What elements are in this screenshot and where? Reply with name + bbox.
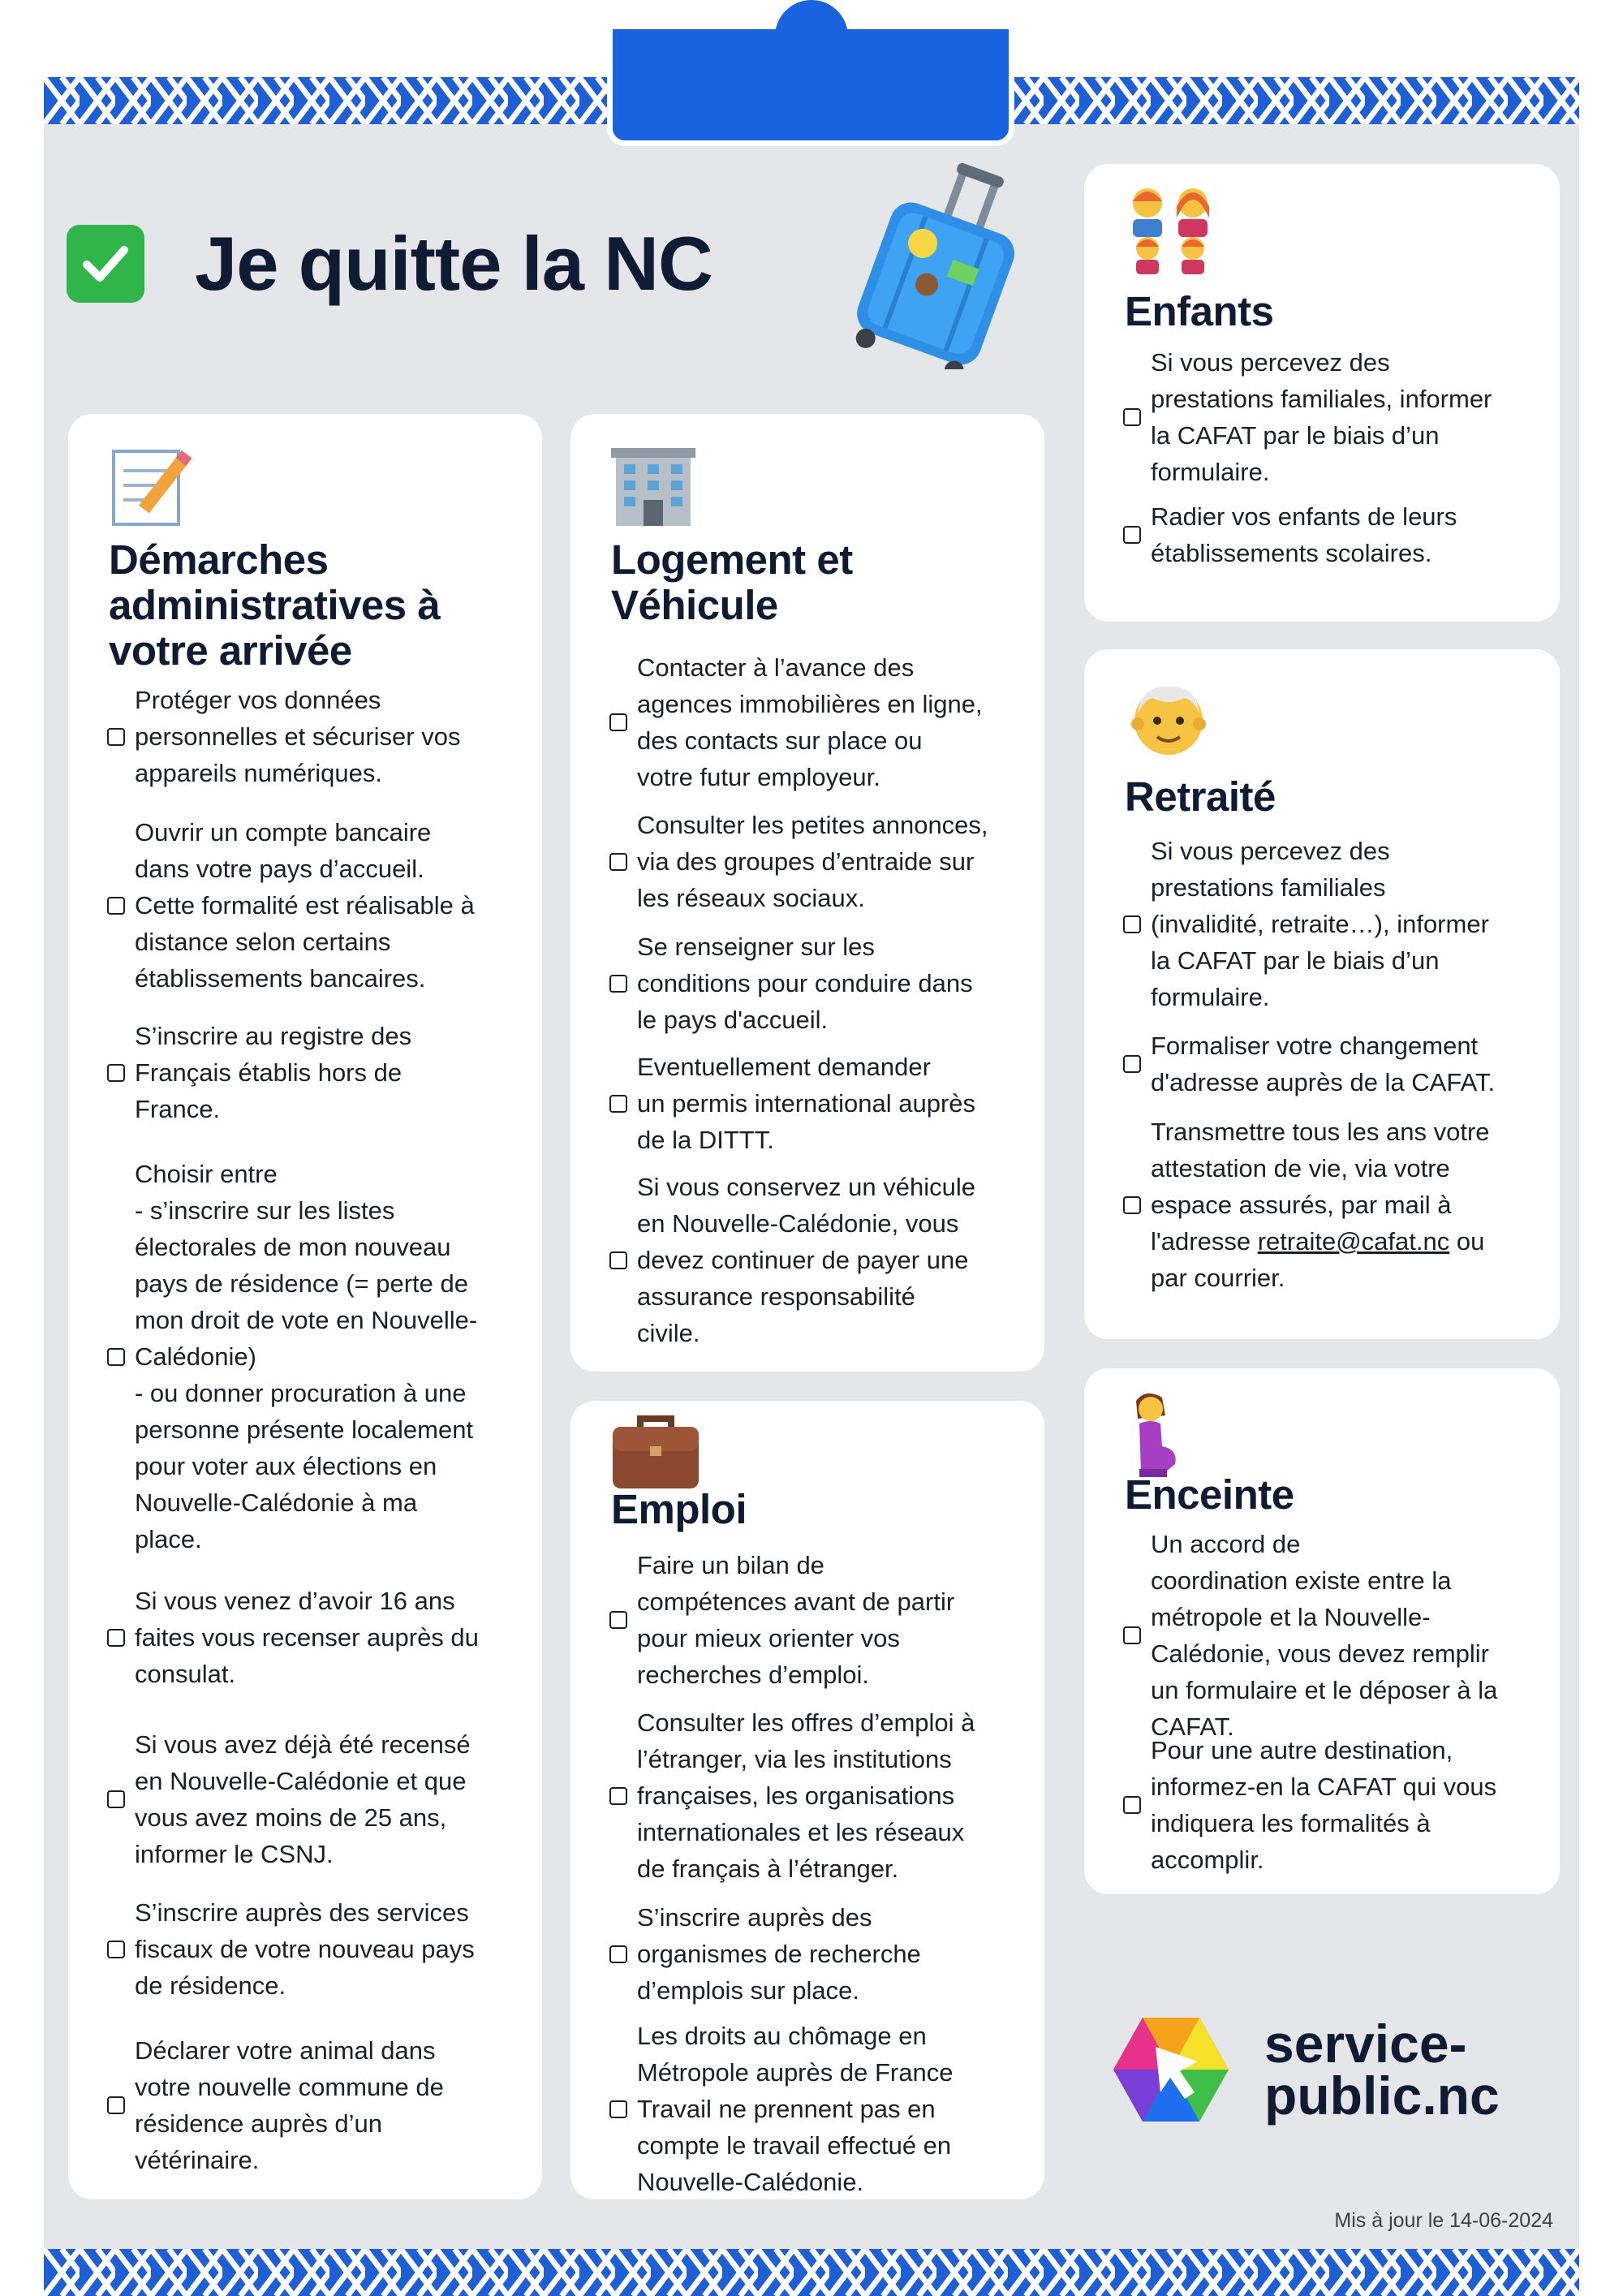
checkbox[interactable] [107, 1790, 125, 1808]
checkbox[interactable] [1123, 526, 1141, 544]
checklist-item[interactable]: Formaliser votre changement d'adresse auprès de la CAFAT. [1123, 1027, 1495, 1101]
checkbox[interactable] [1123, 915, 1141, 933]
checkbox[interactable] [609, 1611, 627, 1629]
checklist-item[interactable]: Si vous percevez des prestations familiales, informer la CAFAT par le biais d’un formulaire. [1123, 344, 1492, 490]
checkbox[interactable] [1123, 1055, 1141, 1073]
checkbox[interactable] [107, 1629, 125, 1647]
checklist-item[interactable]: Un accord de coordination existe entre la métropole et la Nouvelle- Calédonie, vous devez remplir un formulaire et le déposer à la CAFAT. [1123, 1526, 1497, 1745]
card-enfants [1084, 164, 1560, 622]
family-icon [1123, 185, 1217, 274]
update-date: Mis à jour le 14-06-2024 [1334, 2209, 1553, 2232]
checkbox[interactable] [107, 1064, 125, 1082]
checklist-item[interactable]: Si vous venez d’avoir 16 ans faites vous recenser auprès du consulat. [107, 1583, 479, 1692]
checklist-item[interactable]: Protéger vos données personnelles et sécuriser vos appareils numériques. [107, 682, 460, 791]
logo-line-2: public.nc [1264, 2066, 1500, 2126]
checkbox[interactable] [107, 897, 125, 915]
card-enfants-heading: Enfants [1125, 288, 1274, 334]
card-enceinte-heading: Enceinte [1125, 1471, 1294, 1518]
checkbox[interactable] [609, 1945, 627, 1963]
checklist-item[interactable]: Se renseigner sur les conditions pour conduire dans le pays d'accueil. [609, 928, 973, 1038]
older-man-icon [1130, 678, 1208, 758]
checklist-item[interactable]: Contacter à l’avance des agences immobilières en ligne, des contacts sur place ou votre futur employeur. [609, 649, 983, 795]
checklist-item[interactable]: S’inscrire auprès des services fiscaux de votre nouveau pays de résidence. [107, 1894, 475, 2004]
checkbox[interactable] [107, 728, 125, 746]
checkbox[interactable] [609, 1787, 627, 1805]
checklist-item[interactable]: Consulter les petites annonces, via des groupes d’entraide sur les réseaux sociaux. [609, 807, 988, 916]
card-retraite [1084, 649, 1560, 1339]
card-logement [570, 414, 1044, 1372]
card-logement-heading: Logement et Véhicule [611, 536, 853, 628]
checklist-item[interactable]: Les droits au chômage en Métropole auprès de France Travail ne prennent pas en compte le travail effectué en Nouvelle-Calédonie. [609, 2018, 953, 2200]
clipboard-tab [607, 29, 1014, 146]
hexagon-logo-icon [1110, 2014, 1232, 2125]
checklist-item[interactable]: Si vous conservez un véhicule en Nouvelle-Calédonie, vous devez continuer de payer une assurance responsabilité civile. [609, 1169, 975, 1351]
checklist-item[interactable]: Transmettre tous les ans votre attestation de vie, via votre espace assurés, par mail à l'adresse retraite@cafat.nc ou par courrier. [1123, 1114, 1490, 1296]
checkbox[interactable] [609, 975, 627, 993]
checkbox[interactable] [609, 1095, 627, 1113]
checklist-item[interactable]: Déclarer votre animal dans votre nouvelle commune de résidence auprès d’un vétérinaire. [107, 2032, 444, 2178]
checkbox[interactable] [1123, 1796, 1141, 1814]
checkbox[interactable] [107, 1348, 125, 1366]
office-building-icon [611, 448, 695, 528]
checklist-item[interactable]: S’inscrire auprès des organismes de recherche d’emplois sur place. [609, 1899, 921, 2009]
checklist-item[interactable]: Consulter les offres d’emploi à l’étranger, via les institutions françaises, les organisations internationales et les réseaux de français à l’étranger. [609, 1704, 975, 1887]
checkbox[interactable] [107, 1941, 125, 1958]
checkbox[interactable] [609, 1251, 627, 1269]
email-link[interactable]: retraite@cafat.nc [1257, 1227, 1450, 1256]
checklist-item[interactable]: S’inscrire au registre des Français établis hors de France. [107, 1018, 411, 1127]
bottom-stripe-band [44, 2249, 1579, 2296]
card-emploi-heading: Emploi [611, 1486, 747, 1532]
card-admin [68, 414, 542, 2199]
checkbox[interactable] [1123, 1196, 1141, 1214]
checkbox[interactable] [609, 713, 627, 731]
checkbox[interactable] [609, 2100, 627, 2118]
check-mark-icon [67, 225, 144, 303]
card-admin-heading: Démarches administratives à votre arrivée [109, 536, 441, 674]
checklist-item[interactable]: Pour une autre destination, informez-en la CAFAT qui vous indiquera les formalités à accomplir. [1123, 1732, 1496, 1878]
checkbox[interactable] [1123, 1626, 1141, 1644]
checkbox[interactable] [107, 2096, 125, 2114]
checklist-item[interactable]: Si vous percevez des prestations familiales (invalidité, retraite…), informer la CAFAT par le biais d’un formulaire. [1123, 833, 1489, 1015]
checkbox[interactable] [1123, 408, 1141, 426]
page-title: Je quitte la NC [195, 221, 712, 306]
briefcase-icon [611, 1412, 700, 1490]
pregnant-woman-icon [1125, 1391, 1183, 1477]
suitcase-icon [820, 158, 1014, 369]
card-retraite-heading: Retraité [1125, 773, 1276, 820]
checklist-item[interactable]: Choisir entre - s’inscrire sur les listes électorales de mon nouveau pays de résidence (= perte de mon droit de vote en Nouvelle- Calédonie) - ou donner procuration à une personne présente localement pour voter aux élections en Nouvelle-Calédonie à ma place. [107, 1156, 477, 1557]
checkbox[interactable] [609, 853, 627, 871]
checklist-item[interactable]: Faire un bilan de compétences avant de partir pour mieux orienter vos recherches d’emploi. [609, 1547, 954, 1693]
checklist-item[interactable]: Ouvrir un compte bancaire dans votre pays d’accueil. Cette formalité est réalisable à distance selon certains établissements bancaires. [107, 814, 475, 997]
checklist-item[interactable]: Eventuellement demander un permis international auprès de la DITTT. [609, 1049, 975, 1158]
card-emploi [570, 1401, 1044, 2199]
logo-line-1: service- [1264, 2014, 1467, 2074]
service-public-logo[interactable] [1110, 2014, 1500, 2125]
checklist-item[interactable]: Radier vos enfants de leurs établissements scolaires. [1123, 498, 1457, 571]
memo-icon [109, 446, 198, 528]
card-enceinte [1084, 1368, 1560, 1894]
checklist-item[interactable]: Si vous avez déjà été recensé en Nouvelle-Calédonie et que vous avez moins de 25 ans, informer le CSNJ. [107, 1726, 471, 1872]
